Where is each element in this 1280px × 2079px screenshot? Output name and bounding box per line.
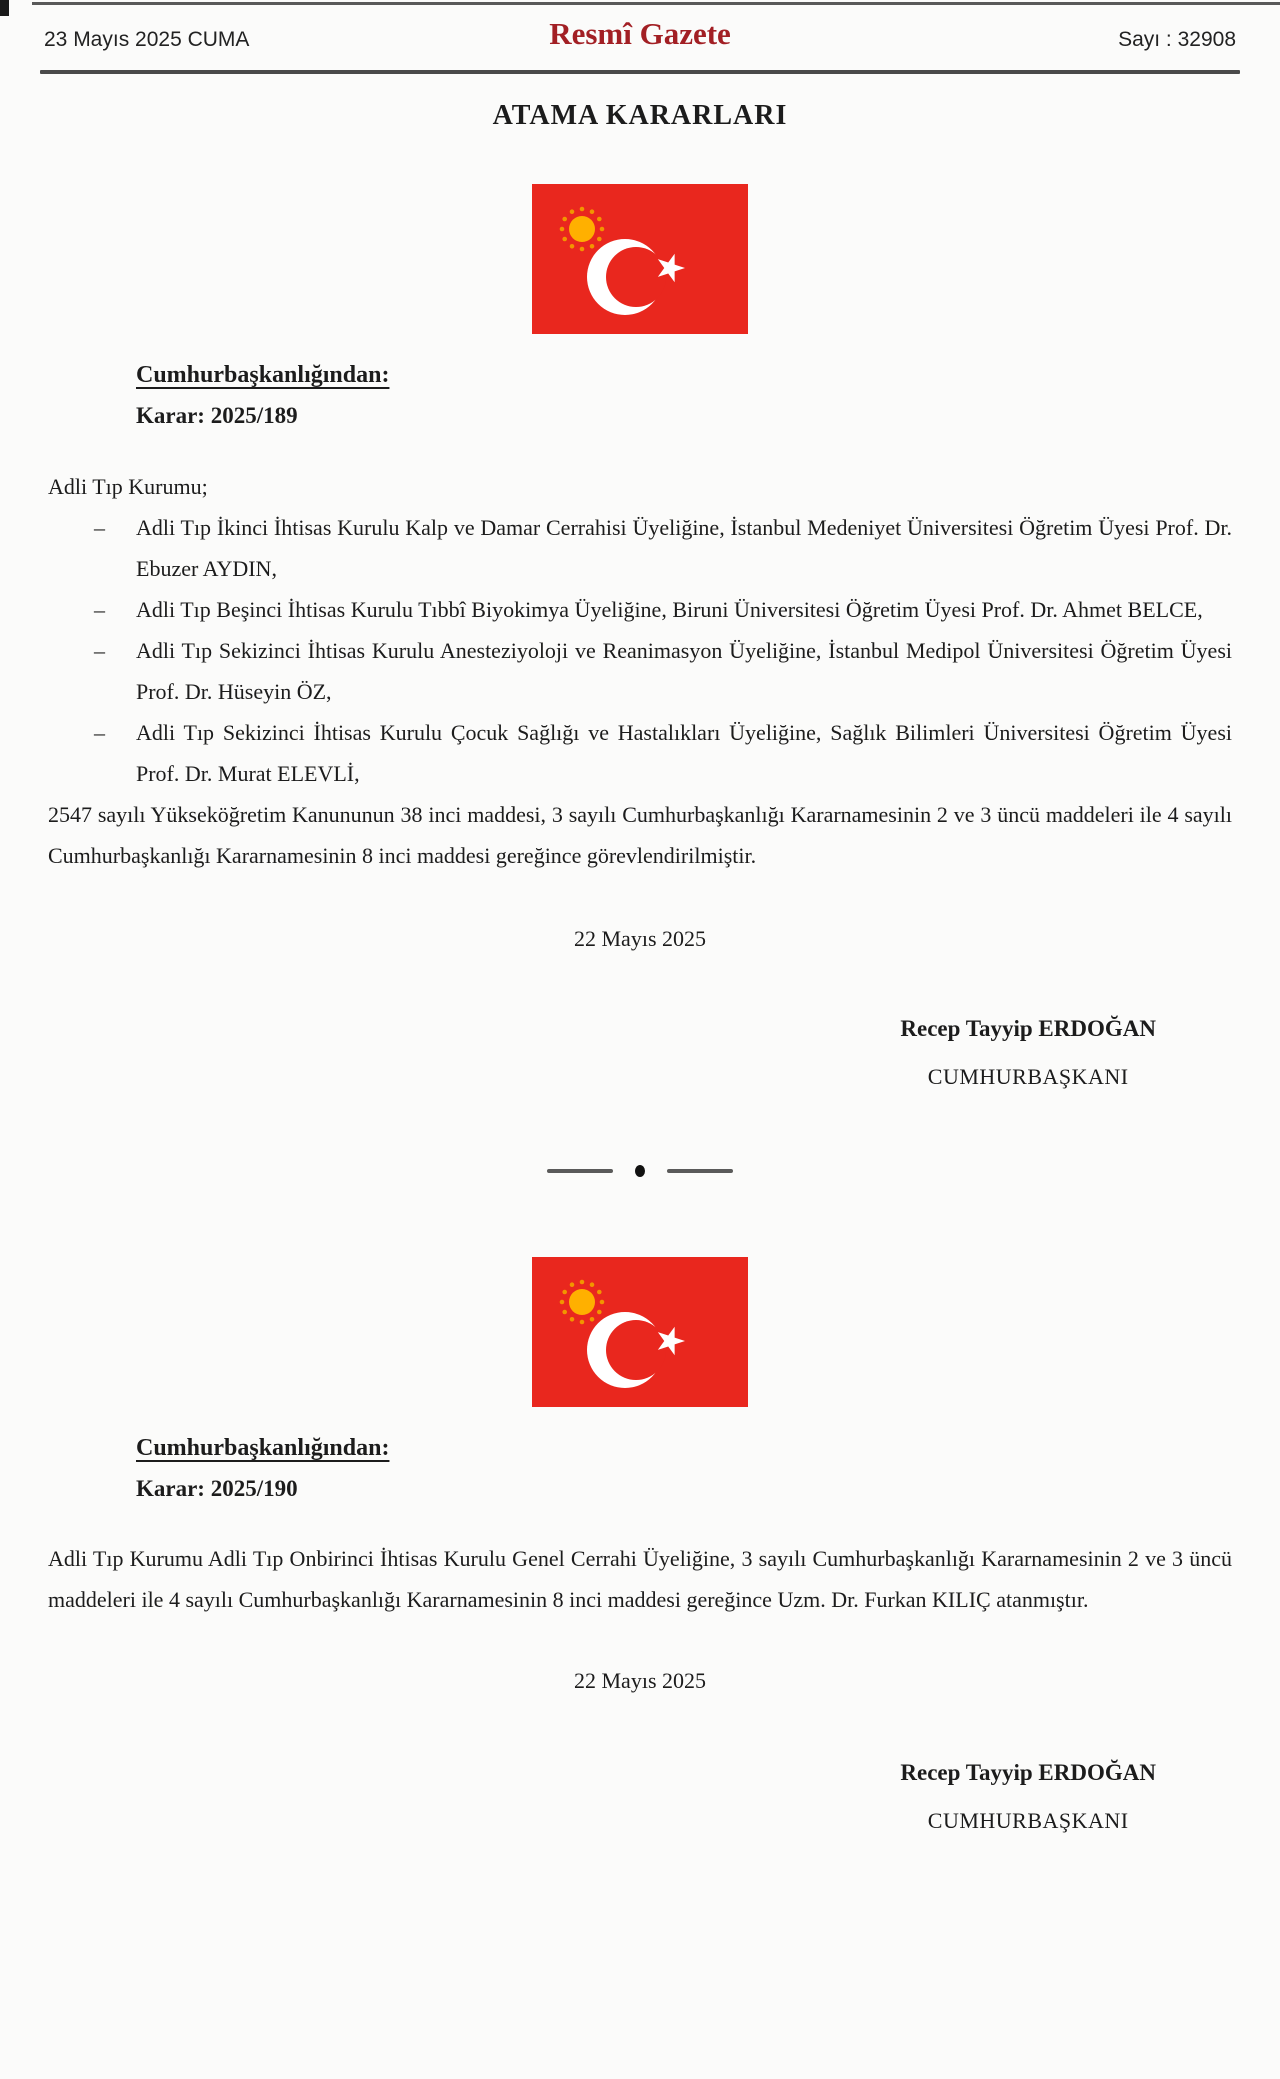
signer-title: CUMHURBAŞKANI	[927, 1808, 1129, 1833]
flag-graphic	[532, 1257, 748, 1407]
page-top-border	[32, 2, 1280, 5]
flag-graphic	[532, 184, 748, 334]
header-rule	[40, 70, 1240, 74]
list-item-text: Adli Tıp Sekizinci İhtisas Kurulu Çocuk Sağlığı ve Hastalıkları Üyeliğine, Sağlık Bilimleri Üniversitesi Öğretim Üyesi Prof. Dr. Murat ELEVLİ,	[136, 720, 1232, 786]
decision-date: 22 Mayıs 2025	[574, 1668, 706, 1693]
decision-section-1	[48, 362, 1232, 1093]
decision-number: Karar: 2025/190	[136, 1476, 298, 1501]
decision-number: Karar: 2025/189	[136, 403, 298, 428]
signature-block	[48, 1013, 1232, 1093]
list-item-text: Adli Tıp Sekizinci İhtisas Kurulu Anesteziyoloji ve Reanimasyon Üyeliğine, İstanbul Medipol Üniversitesi Öğretim Üyesi Prof. Dr. Hüseyin ÖZ,	[136, 638, 1232, 704]
signer-name: Recep Tayyip ERDOĞAN	[900, 1760, 1156, 1785]
separator-line	[667, 1169, 733, 1173]
closing-paragraph: 2547 sayılı Yükseköğretim Kanununun 38 inci maddesi, 3 sayılı Cumhurbaşkanlığı Kararnamesinin 2 ve 3 üncü maddeleri ile 4 sayılı Cumhurbaşkanlığı Kararnamesinin 8 inci maddesi gereğince görevlendirilmiştir.	[48, 802, 1232, 868]
bullet-dash: –	[94, 720, 105, 745]
separator-dot	[635, 1165, 645, 1177]
section-heading: Cumhurbaşkanlığından:	[136, 362, 390, 388]
section-separator	[48, 1165, 1232, 1177]
decision-section-2	[48, 1435, 1232, 1837]
list-item	[48, 630, 1232, 712]
decision-date: 22 Mayıs 2025	[574, 926, 706, 951]
presidential-flag-1	[48, 184, 1232, 334]
list-item	[48, 507, 1232, 589]
bullet-dash: –	[94, 638, 105, 663]
intro-line: Adli Tıp Kurumu;	[48, 474, 208, 499]
list-item-text: Adli Tıp Beşinci İhtisas Kurulu Tıbbî Biyokimya Üyeliğine, Biruni Üniversitesi Öğretim Üyesi Prof. Dr. Ahmet BELCE,	[136, 597, 1203, 622]
gazette-header	[0, 0, 1280, 52]
list-item	[48, 589, 1232, 630]
body-paragraph: Adli Tıp Kurumu Adli Tıp Onbirinci İhtisas Kurulu Genel Cerrahi Üyeliğine, 3 sayılı Cumhurbaşkanlığı Kararnamesinin 2 ve 3 üncü maddeleri ile 4 sayılı Cumhurbaşkanlığı Kararnamesinin 8 inci maddesi gereğince Uzm. Dr. Furkan KILIÇ atanmıştır.	[48, 1546, 1232, 1612]
header-date: 23 Mayıs 2025 CUMA	[44, 28, 250, 51]
scan-artifact	[0, 0, 9, 16]
signer-name: Recep Tayyip ERDOĞAN	[900, 1016, 1156, 1041]
gazette-title: Resmî Gazete	[549, 16, 731, 51]
issue-number: Sayı : 32908	[1118, 28, 1236, 51]
separator-line	[547, 1169, 613, 1173]
list-item-text: Adli Tıp İkinci İhtisas Kurulu Kalp ve Damar Cerrahisi Üyeliğine, İstanbul Medeniyet Üniversitesi Öğretim Üyesi Prof. Dr. Ebuzer AYDIN,	[136, 515, 1232, 581]
presidential-flag-2	[48, 1257, 1232, 1407]
bullet-dash: –	[94, 515, 105, 540]
list-item	[48, 712, 1232, 794]
bullet-dash: –	[94, 597, 105, 622]
signer-title: CUMHURBAŞKANI	[927, 1064, 1129, 1089]
page-title: ATAMA KARARLARI	[492, 100, 788, 131]
appointment-list	[48, 507, 1232, 794]
signature-block	[48, 1757, 1232, 1837]
section-heading: Cumhurbaşkanlığından:	[136, 1435, 390, 1461]
